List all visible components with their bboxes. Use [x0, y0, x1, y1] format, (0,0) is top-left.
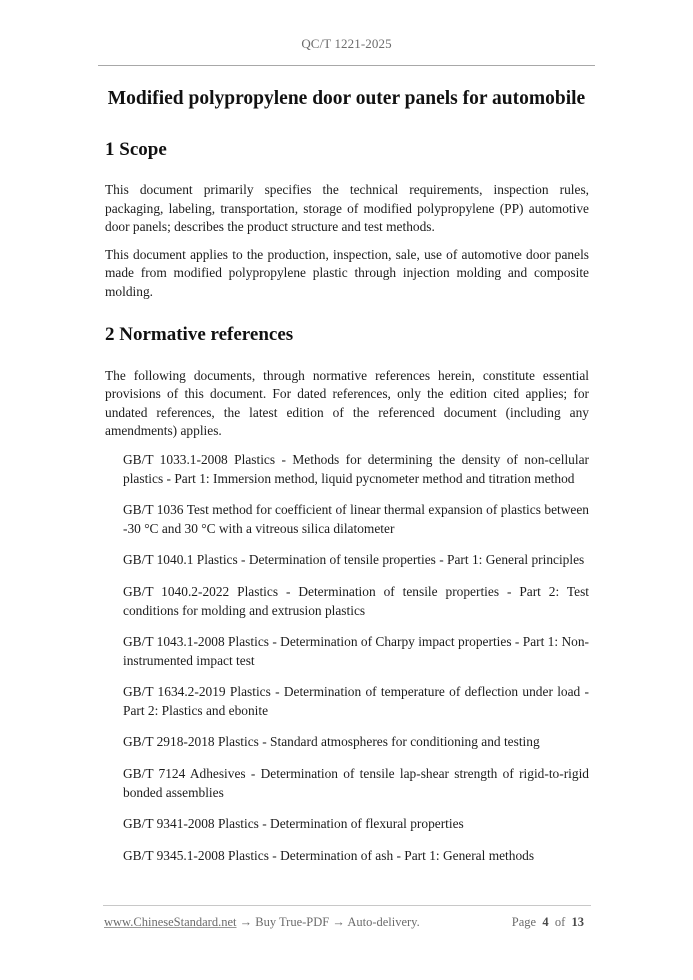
- reference-item: GB/T 2918-2018 Plastics - Standard atmospheres for conditioning and testing: [123, 734, 540, 750]
- total-pages: 13: [571, 915, 584, 929]
- page-number: [512, 915, 584, 930]
- footer-promo: [104, 915, 420, 930]
- buy-true-pdf-text: Buy True-PDF: [255, 915, 330, 929]
- auto-delivery-text: Auto-delivery.: [347, 915, 420, 929]
- reference-list: [123, 451, 589, 866]
- reference-item: GB/T 1033.1-2008 Plastics - Methods for determining the density of non-cellular plastics - Part 1: Immersion method, liquid pycnometer method and titration method: [123, 451, 589, 486]
- reference-item: GB/T 9345.1-2008 Plastics - Determination of ash - Part 1: General methods: [123, 847, 535, 863]
- scope-paragraph-1: This document primarily specifies the technical requirements, inspection rules, packaging, labeling, transportation, storage of modified polypropylene (PP) automotive door panels; describes the product structure and test methods.: [105, 182, 589, 235]
- footer-divider: [103, 905, 591, 906]
- reference-item: GB/T 1036 Test method for coefficient of linear thermal expansion of plastics between -30 °C and 30 °C with a vitreous silica dilatometer: [123, 502, 589, 536]
- current-page: 4: [542, 915, 549, 929]
- section-heading-scope: 1 Scope: [105, 139, 167, 160]
- document-title: Modified polypropylene door outer panels for automobile: [107, 88, 586, 109]
- page-of-label: of: [554, 915, 566, 929]
- reference-item: GB/T 1040.2-2022 Plastics - Determination of tensile properties - Part 2: Test conditions for molding and extrusion plastics: [123, 583, 589, 618]
- normative-intro-paragraph: The following documents, through normative references herein, constitute essential provisions of this document. For dated references, only the edition cited applies; for undated references, the latest edition of the referenced document (including any amendments) applies.: [105, 367, 589, 439]
- section-normative-references: [105, 323, 589, 866]
- section-heading-normative-references: 2 Normative references: [105, 323, 294, 345]
- chinesestandard-link[interactable]: www.ChineseStandard.net: [104, 915, 237, 929]
- reference-item: GB/T 1040.1 Plastics - Determination of tensile properties - Part 1: General principles: [123, 552, 585, 568]
- reference-item: GB/T 7124 Adhesives - Determination of tensile lap-shear strength of rigid-to-rigid bonded assemblies: [123, 766, 589, 800]
- scope-paragraph-2: This document applies to the production, inspection, sale, use of automotive door panels made from modified polypropylene plastic through injection molding and composite molding.: [105, 246, 589, 299]
- page-label: Page: [511, 915, 537, 929]
- reference-item: GB/T 9341-2008 Plastics - Determination of flexural properties: [123, 816, 464, 832]
- arrow-right-icon: →: [236, 915, 256, 929]
- document-body: [105, 138, 589, 865]
- arrow-right-icon: →: [329, 915, 348, 929]
- page-footer: [104, 915, 584, 930]
- header-divider: [98, 65, 595, 66]
- section-scope: [105, 138, 589, 302]
- page-header-standard-code: QC/T 1221-2025: [301, 36, 392, 51]
- reference-item: GB/T 1634.2-2019 Plastics - Determination of temperature of deflection under load - Part 2: Plastics and ebonite: [123, 684, 589, 718]
- reference-item: GB/T 1043.1-2008 Plastics - Determination of Charpy impact properties - Part 1: Non-instrumented impact test: [123, 634, 589, 668]
